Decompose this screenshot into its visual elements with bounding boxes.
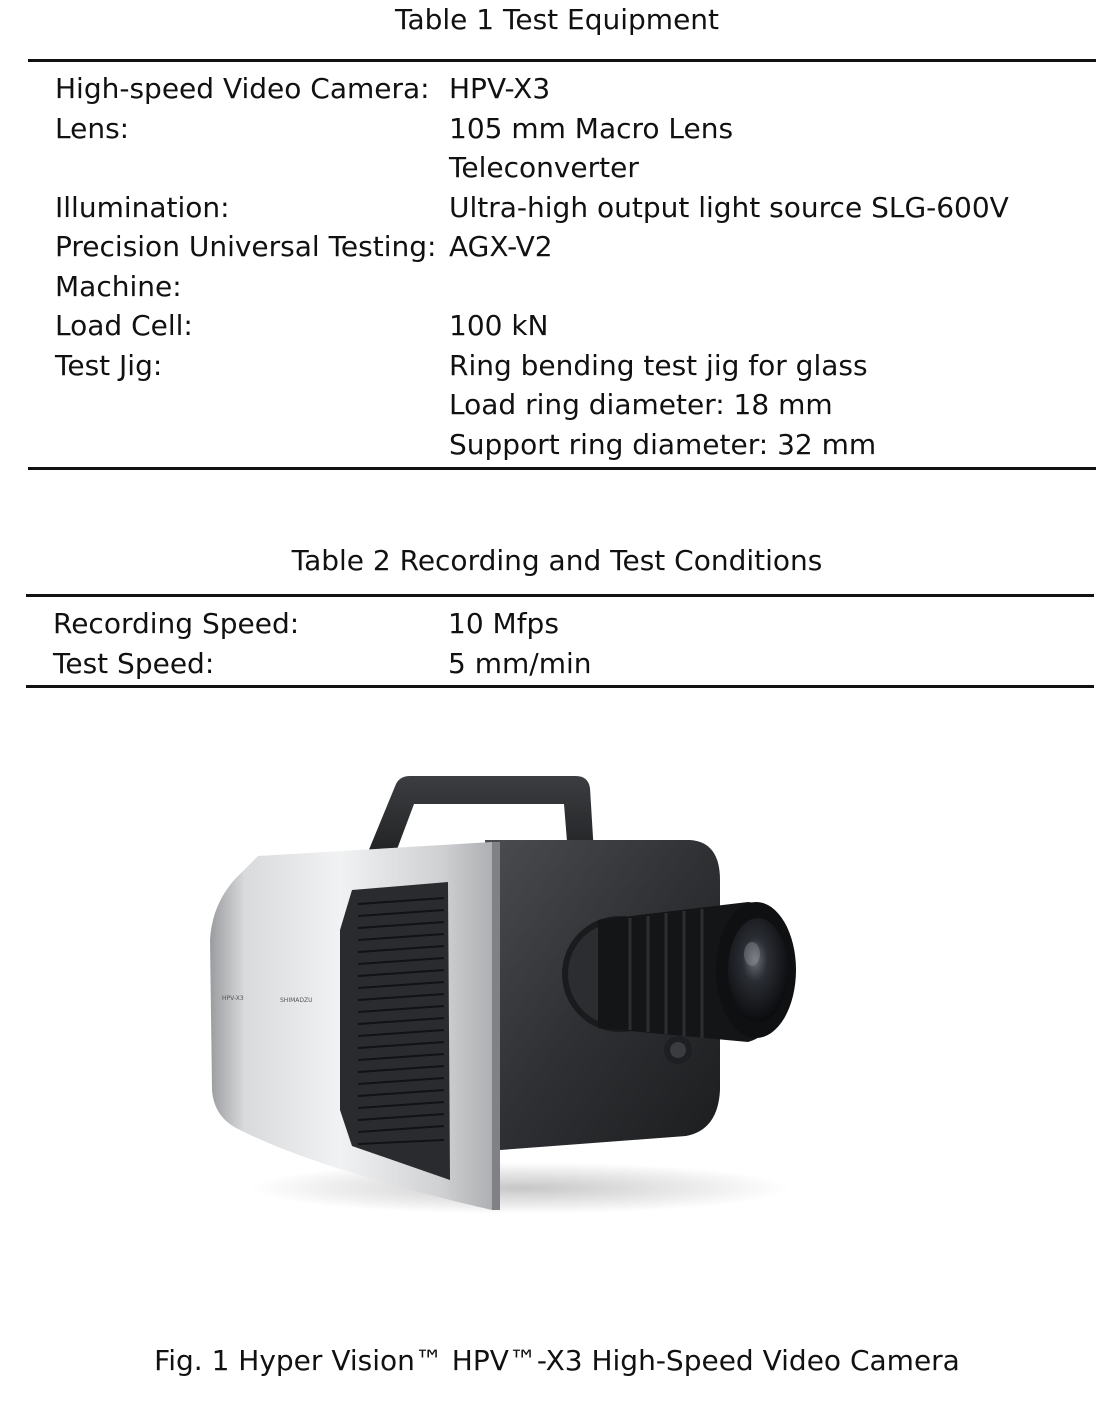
table1-label: Test Jig: [55, 348, 163, 382]
table-row [55, 227, 1009, 267]
table1-value: Teleconverter [449, 151, 639, 184]
table-row [53, 604, 592, 644]
table1-label: Precision Universal Testing: [55, 230, 437, 263]
table1-value: 100 kN [449, 309, 549, 342]
table1-label: Lens: [55, 111, 130, 145]
table1-label [55, 385, 449, 425]
table1-label: Load Cell: [55, 309, 193, 342]
table1-value: Ring bending test jig for glass [449, 348, 868, 382]
camera-model-text: HPV-X3 [222, 995, 244, 1002]
table1-top-rule [28, 59, 1096, 62]
table-row [53, 644, 592, 684]
table-row [55, 109, 1009, 149]
table-row [55, 306, 1009, 346]
table-row [55, 267, 1009, 307]
camera-photo [200, 770, 820, 1220]
table1-label [55, 148, 449, 188]
table2-label: Recording Speed: [53, 607, 300, 640]
table-row [55, 385, 1009, 425]
table-row [55, 346, 1009, 386]
table-row [55, 425, 1009, 465]
table1-label: High-speed Video Camera: [55, 72, 430, 105]
table2 [53, 604, 592, 683]
table2-caption: Table 2 Recording and Test Conditions [291, 544, 823, 577]
table-row [55, 188, 1009, 228]
figure-caption: Fig. 1 Hyper Vision™ HPV™-X3 High-Speed Video Camera [154, 1344, 960, 1377]
table1-value: HPV-X3 [449, 72, 551, 105]
table2-value: 10 Mfps [448, 607, 559, 640]
table2-bottom-rule [26, 685, 1094, 688]
table1-label: Illumination: [55, 190, 230, 224]
table1-value: Ultra-high output light source SLG-600V [449, 190, 1009, 224]
table2-value: 5 mm/min [448, 646, 592, 680]
table-row [55, 69, 1009, 109]
table1-value: Load ring diameter: 18 mm [449, 388, 833, 421]
table1-value: Support ring diameter: 32 mm [449, 427, 877, 461]
table2-top-rule [26, 594, 1094, 597]
table1 [55, 69, 1009, 464]
table1-label: Machine: [55, 269, 182, 303]
table1-bottom-rule [28, 467, 1096, 470]
table2-label: Test Speed: [53, 646, 215, 680]
table1-value: AGX-V2 [449, 230, 553, 263]
table1-value: 105 mm Macro Lens [449, 111, 734, 145]
camera-brand-text: SHIMADZU [280, 997, 313, 1004]
table1-caption: Table 1 Test Equipment [394, 3, 720, 36]
table1-label [55, 425, 449, 465]
table-row [55, 148, 1009, 188]
